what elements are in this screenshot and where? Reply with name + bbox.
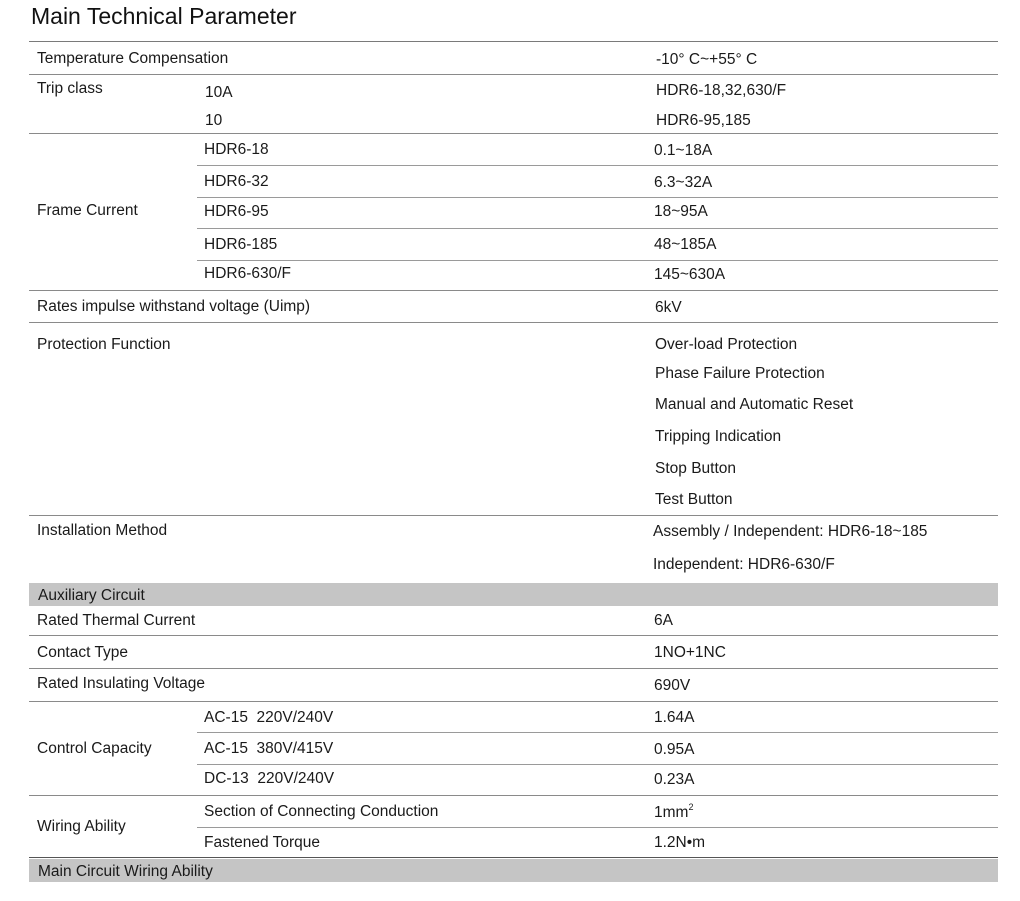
sub-row-divider (197, 197, 998, 198)
param-sub-label: Section of Connecting Conduction (204, 803, 439, 820)
param-sub-label: 10 (205, 112, 223, 129)
param-sub-label: HDR6-18 (204, 141, 269, 158)
param-value: HDR6-18,32,630/F (656, 82, 787, 99)
sub-row-divider (197, 165, 998, 166)
param-value: 6kV (655, 299, 682, 316)
param-sub-label: DC-13 220V/240V (204, 770, 335, 787)
param-label: Rated Thermal Current (37, 612, 196, 629)
param-label: Installation Method (37, 522, 168, 539)
unit-superscript: 2 (688, 801, 694, 812)
row-divider (29, 515, 998, 516)
protection-item: Tripping Indication (655, 428, 782, 445)
param-label: Control Capacity (37, 740, 152, 757)
row-divider (29, 133, 998, 134)
param-value: 145~630A (654, 266, 726, 283)
row-divider (29, 290, 998, 291)
param-sub-label: HDR6-32 (204, 173, 269, 190)
param-label: Protection Function (37, 336, 171, 353)
sub-row-divider (197, 764, 998, 765)
param-sub-label: HDR6-95 (204, 203, 269, 220)
row-divider (29, 635, 998, 636)
protection-item: Manual and Automatic Reset (655, 396, 854, 413)
param-label: Temperature Compensation (37, 50, 229, 67)
param-sub-label: AC-15 220V/240V (204, 709, 334, 726)
param-value-with-unit (654, 801, 694, 822)
param-value: -10° C~+55° C (656, 51, 758, 68)
section-header-auxiliary (29, 583, 998, 606)
param-value: 0.1~18A (654, 142, 713, 159)
sub-row-divider (197, 827, 998, 828)
section-header-label: Auxiliary Circuit (38, 587, 145, 604)
param-value: 0.23A (654, 771, 695, 788)
param-value: 1mm (654, 804, 689, 821)
page-title: Main Technical Parameter (31, 3, 297, 29)
param-sub-label: HDR6-185 (204, 236, 278, 253)
param-value: HDR6-95,185 (656, 112, 751, 129)
param-label: Rated Insulating Voltage (37, 675, 206, 692)
protection-item: Over-load Protection (655, 336, 798, 353)
row-divider (29, 857, 998, 858)
param-sub-label: 10A (205, 84, 233, 101)
row-divider (29, 322, 998, 323)
param-label: Frame Current (37, 202, 138, 219)
row-divider (29, 668, 998, 669)
protection-item: Test Button (655, 491, 733, 508)
param-sub-label: Fastened Torque (204, 834, 321, 851)
param-label: Rates impulse withstand voltage (Uimp) (37, 298, 311, 315)
param-value: 6A (654, 612, 673, 629)
param-value: 6.3~32A (654, 174, 713, 191)
param-value: 0.95A (654, 741, 695, 758)
param-label: Contact Type (37, 644, 129, 661)
protection-item: Phase Failure Protection (655, 365, 825, 382)
table-top-rule (29, 41, 998, 42)
row-divider (29, 701, 998, 702)
row-divider (29, 795, 998, 796)
param-value: 18~95A (654, 203, 708, 220)
sub-row-divider (197, 260, 998, 261)
row-divider (29, 74, 998, 75)
section-header-label: Main Circuit Wiring Ability (38, 863, 213, 880)
protection-item: Stop Button (655, 460, 737, 477)
sub-row-divider (197, 228, 998, 229)
installation-item: Assembly / Independent: HDR6-18~185 (653, 523, 928, 540)
param-label: Wiring Ability (37, 818, 126, 835)
param-value: 690V (654, 677, 691, 694)
param-sub-label: HDR6-630/F (204, 265, 291, 282)
param-value: 1NO+1NC (654, 644, 726, 661)
param-sub-label: AC-15 380V/415V (204, 740, 334, 757)
param-label: Trip class (37, 80, 103, 97)
param-value: 1.2N•m (654, 834, 706, 851)
param-value: 48~185A (654, 236, 717, 253)
sub-row-divider (197, 732, 998, 733)
param-value: 1.64A (654, 709, 695, 726)
installation-item: Independent: HDR6-630/F (653, 556, 835, 573)
